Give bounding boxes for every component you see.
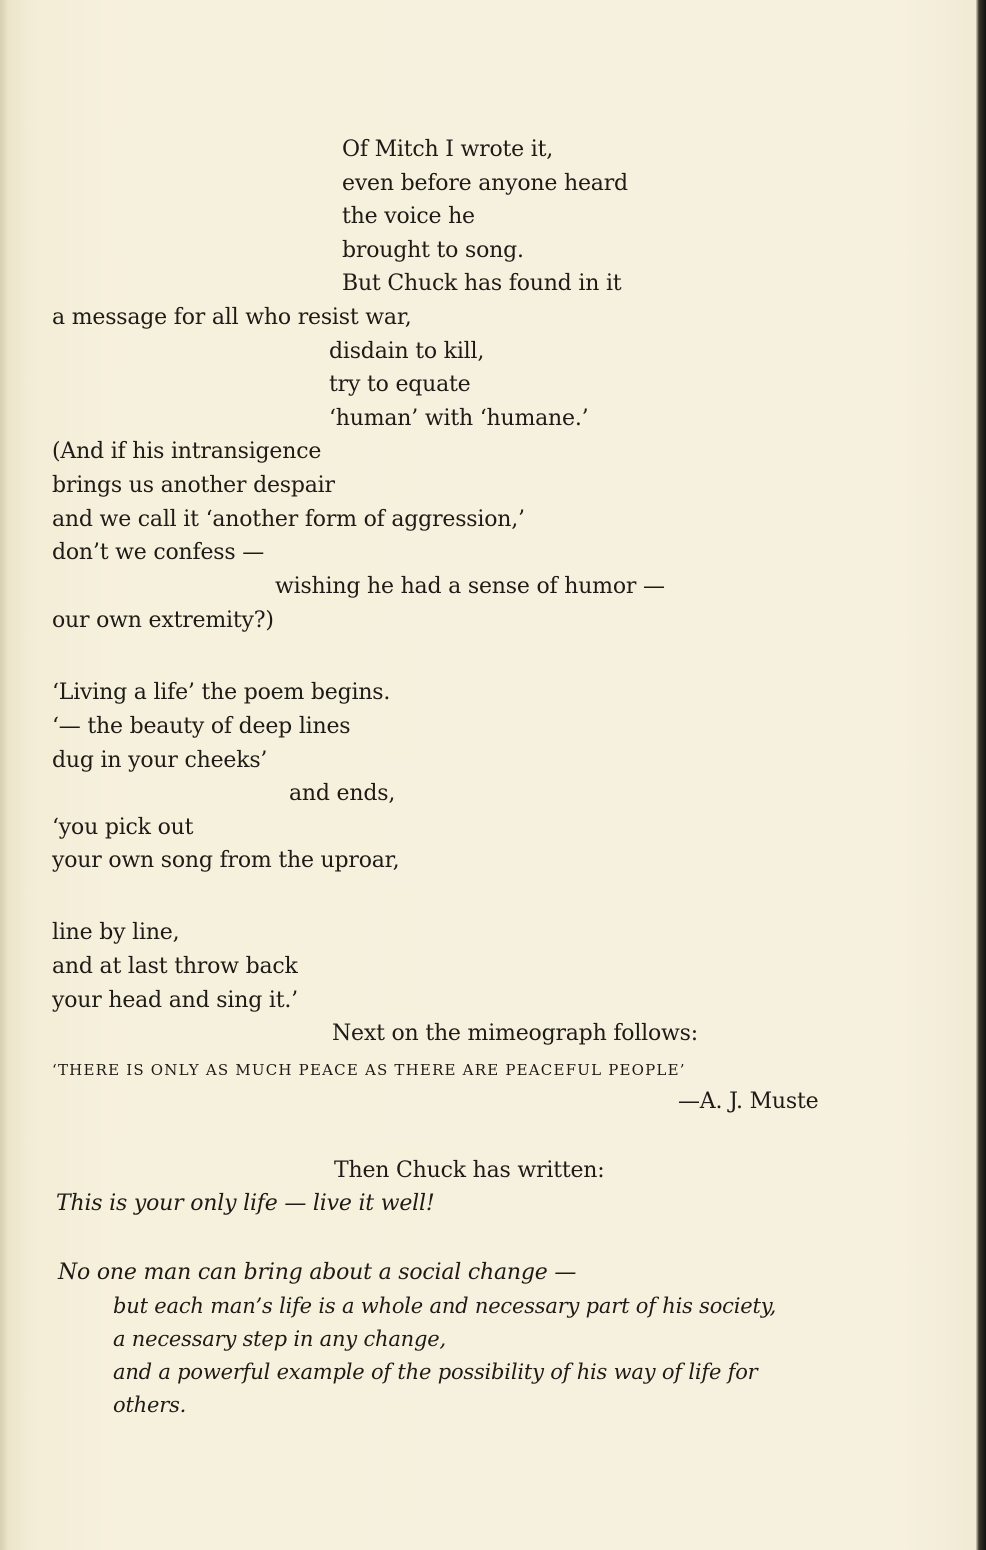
poem-line: ‘— the beauty of deep lines — [52, 714, 351, 739]
poem-line: But Chuck has found in it — [342, 271, 622, 296]
poem-line: your head and sing it.’ — [52, 988, 298, 1013]
poem-line: even before anyone heard — [342, 171, 628, 196]
page-left-shadow — [0, 0, 8, 1550]
poem-line: brings us another despair — [52, 473, 335, 498]
poem-line: Next on the mimeograph follows: — [332, 1021, 698, 1046]
italic-line: but each man’s life is a whole and necessary part of his society, — [113, 1294, 777, 1318]
poem-line: ‘you pick out — [52, 815, 194, 840]
poem-line: disdain to kill, — [329, 339, 485, 364]
poem-line: (And if his intransigence — [52, 439, 322, 464]
poem-line: wishing he had a sense of humor — — [275, 574, 665, 599]
poem-line: brought to song. — [342, 238, 524, 263]
italic-line: a necessary step in any change, — [113, 1327, 446, 1351]
poem-line: and at last throw back — [52, 954, 298, 979]
poem-line: don’t we confess — — [52, 540, 265, 565]
poem-line: our own extremity?) — [52, 608, 274, 633]
poem-line: the voice he — [342, 204, 475, 229]
poem-line: dug in your cheeks’ — [52, 748, 268, 773]
quote-attribution: —A. J. Muste — [678, 1089, 819, 1114]
poem-line: your own song from the uproar, — [52, 848, 400, 873]
poem-line: ‘Living a life’ the poem begins. — [52, 680, 391, 705]
poem-line: ‘human’ with ‘humane.’ — [329, 406, 589, 431]
page-gutter-edge — [976, 0, 986, 1550]
poem-line: a message for all who resist war, — [52, 305, 412, 330]
quote-line: ‘THERE IS ONLY AS MUCH PEACE AS THERE ARE PEACEFUL PEOPLE’ — [52, 1061, 686, 1079]
poem-line: Then Chuck has written: — [334, 1158, 605, 1183]
poem-line: Of Mitch I wrote it, — [342, 137, 554, 162]
italic-line: This is your only life — live it well! — [56, 1191, 435, 1216]
poem-line: and ends, — [289, 781, 396, 806]
poem-line: try to equate — [329, 372, 471, 397]
poem-line: and we call it ‘another form of aggression,’ — [52, 507, 525, 532]
italic-line: others. — [113, 1393, 187, 1417]
italic-line: No one man can bring about a social change — — [58, 1260, 577, 1285]
italic-line: and a powerful example of the possibility of his way of life for — [113, 1360, 758, 1384]
poem-line: line by line, — [52, 920, 180, 945]
